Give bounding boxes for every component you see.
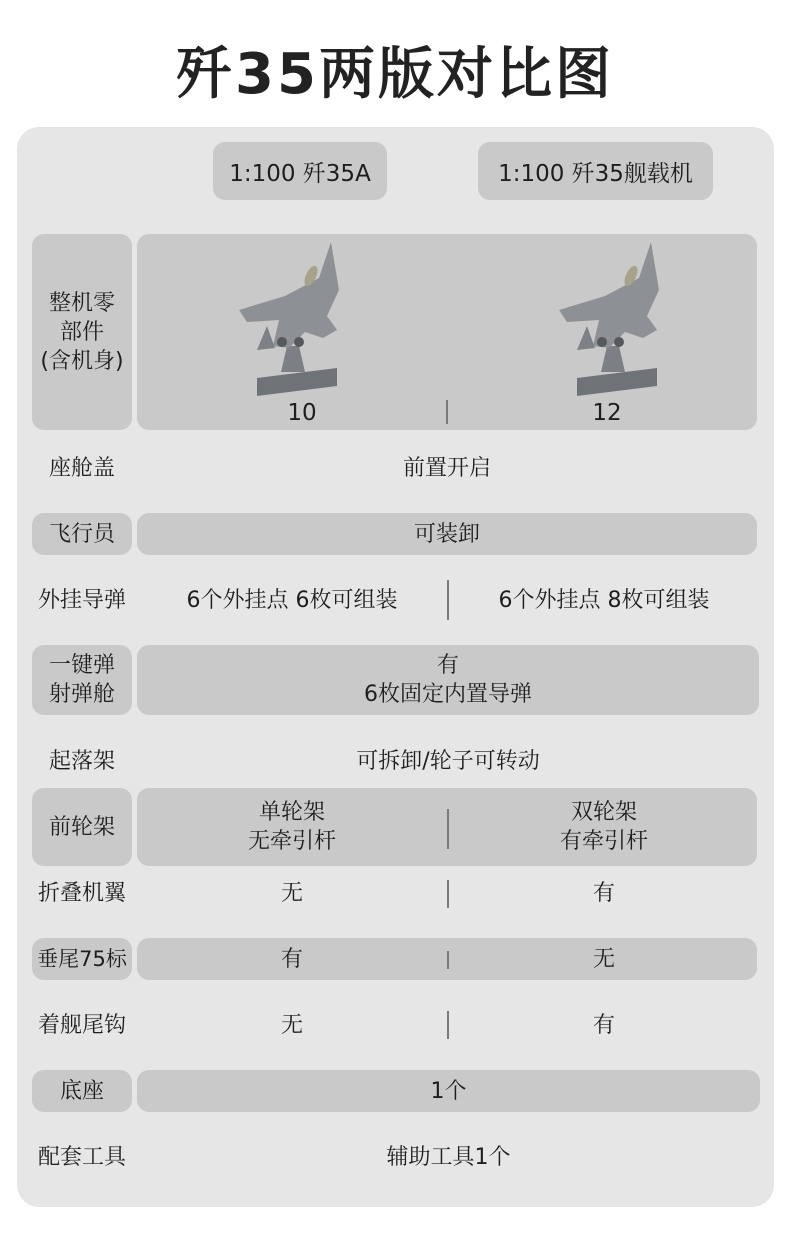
value-tools: 辅助工具1个 xyxy=(386,1144,511,1170)
label-missiles: 外挂导弹 xyxy=(37,587,126,613)
value-tail-75-carrier: 无 xyxy=(592,946,615,972)
value-ejection-bay: 有 6枚固定内置导弹 xyxy=(364,653,532,707)
parts-image-area xyxy=(137,234,757,430)
value-tail-75-a: 有 xyxy=(280,946,303,972)
divider xyxy=(446,400,448,424)
value-folding-wings-a: 无 xyxy=(280,880,303,906)
label-folding-wings: 折叠机翼 xyxy=(37,880,126,906)
label-nose-gear: 前轮架 xyxy=(32,788,132,866)
label-pilot: 飞行员 xyxy=(32,513,132,555)
value-canopy: 前置开启 xyxy=(402,455,491,481)
value-missiles-carrier: 6个外挂点 8枚可组装 xyxy=(498,587,710,613)
value-tail-hook-carrier: 有 xyxy=(592,1012,615,1038)
jet-model-carrier-image xyxy=(547,238,677,398)
value-nose-gear-a: 单轮架 无牵引杆 xyxy=(247,800,336,854)
label-tail-75-mark: 垂尾75标 xyxy=(32,938,132,980)
value-folding-wings-carrier: 有 xyxy=(592,880,615,906)
value-nose-gear-carrier: 双轮架 有牵引杆 xyxy=(559,800,648,854)
label-canopy: 座舱盖 xyxy=(48,455,115,481)
value-base: 1个 xyxy=(430,1078,467,1104)
comparison-panel xyxy=(17,127,774,1207)
header-version-carrier: 1:100 歼35舰载机 xyxy=(478,142,713,200)
label-base: 底座 xyxy=(32,1070,132,1112)
value-tail-hook-a: 无 xyxy=(280,1012,303,1038)
value-missiles-a: 6个外挂点 6枚可组装 xyxy=(186,587,398,613)
label-landing-gear: 起落架 xyxy=(48,748,115,774)
jet-model-a-image xyxy=(227,238,357,398)
value-pilot: 可装卸 xyxy=(413,521,480,547)
parts-count-a: 10 xyxy=(287,399,317,426)
parts-count-carrier: 12 xyxy=(592,399,622,426)
label-parts: 整机零 部件 (含机身) xyxy=(32,234,132,430)
label-ejection-bay: 一键弹 射弹舱 xyxy=(32,645,132,715)
value-landing-gear: 可拆卸/轮子可转动 xyxy=(356,748,540,774)
label-tail-hook: 着舰尾钩 xyxy=(37,1012,126,1038)
page-title: 歼35两版对比图 xyxy=(176,42,614,107)
label-tools: 配套工具 xyxy=(37,1144,126,1170)
header-version-a: 1:100 歼35A xyxy=(213,142,387,200)
